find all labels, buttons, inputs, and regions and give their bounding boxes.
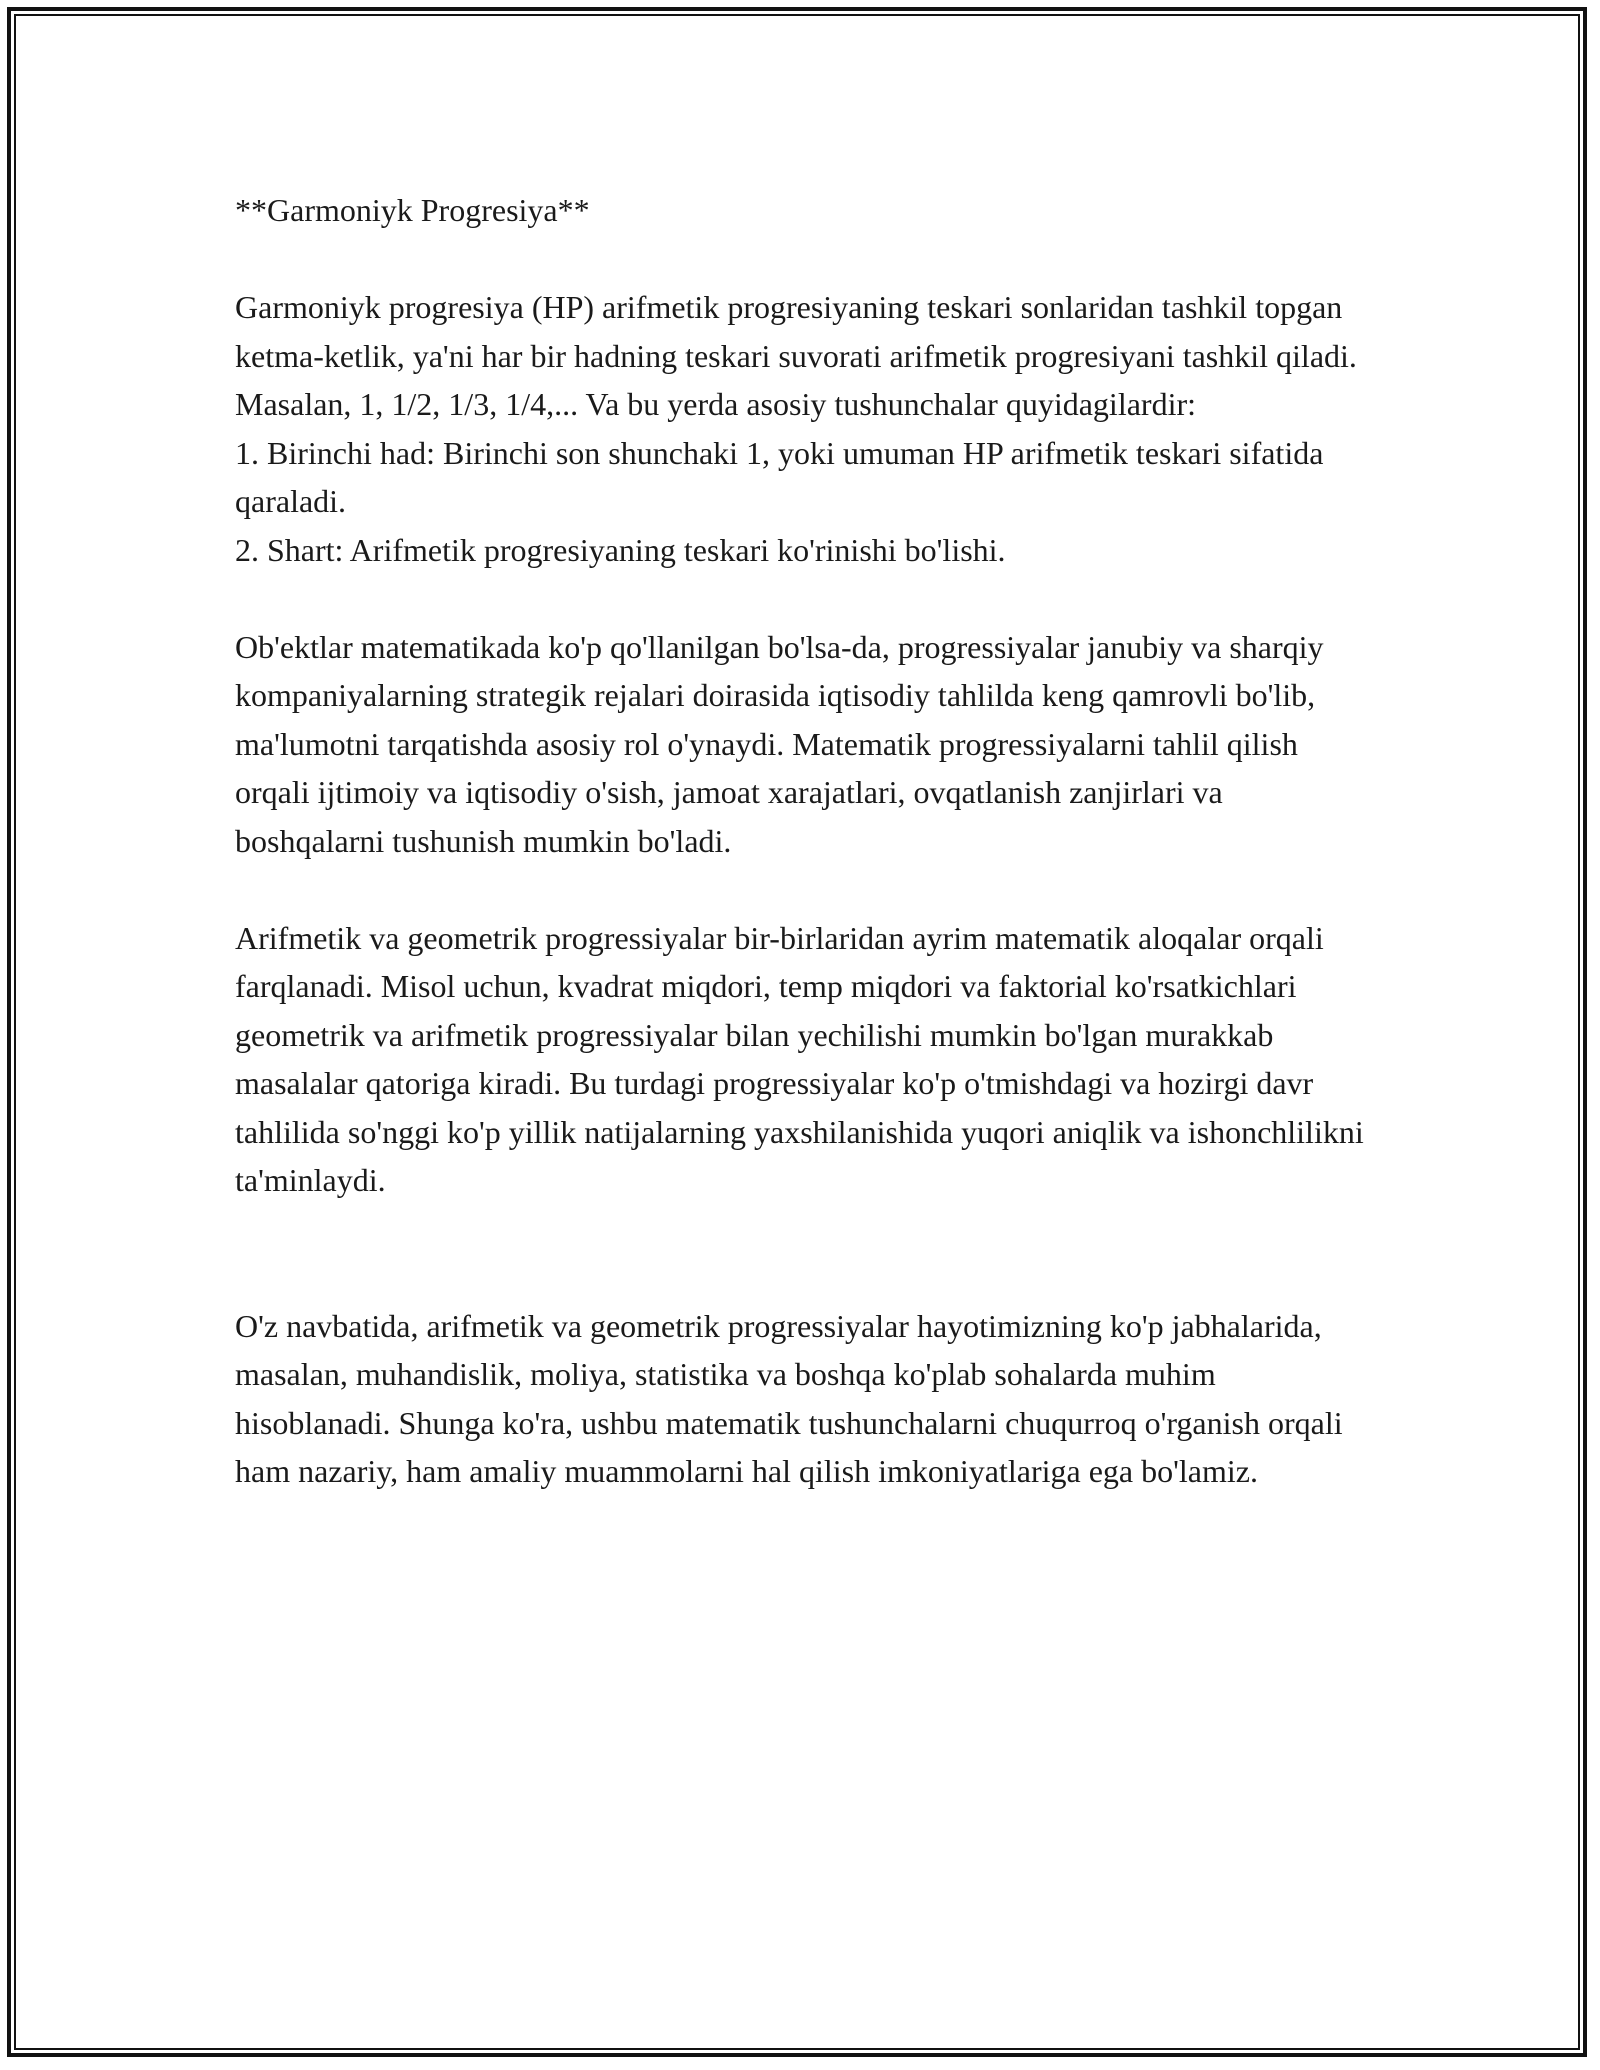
list-item-condition: 2. Shart: Arifmetik progresiyaning teskari ko'rinishi bo'lishi. xyxy=(235,531,1006,568)
paragraph-conclusion: O'z navbatida, arifmetik va geometrik progressiyalar hayotimizning ko'p jabhalarida, masalan, muhandislik, moliya, statistika va boshqa ko'plab sohalarda muhim hisoblanadi. Shunga ko'ra, ushbu matematik tushunchalarni chuqurroq o'rganish orqali ham nazariy, ham amaliy muammolarni hal qilish imkoniyatlariga ega bo'lamiz. xyxy=(235,1307,1351,1489)
spacer xyxy=(235,1205,1375,1302)
paragraph-intro: Garmoniyk progresiya (HP) arifmetik progresiyaning teskari sonlaridan tashkil topgan ketma-ketlik, ya'ni har bir hadning teskari suvorati arifmetik progresiyani tashkil qiladi. Masalan, 1, 1/2, 1/3, 1/4,... Va bu yerda asosiy tushunchalar quyidagilardir: xyxy=(235,289,1365,422)
paragraph-economics: Ob'ektlar matematikada ko'p qo'llanilgan bo'lsa-da, progressiyalar janubiy va sharqiy kompaniyalarning strategik rejalari doirasida iqtisodiy tahlilda keng qamrovli bo'lib, ma'lumotni tarqatishda asosiy rol o'ynaydi. Matematik progressiyalarni tahlil qilish orqali ijtimoiy va iqtisodiy o'sish, jamoat xarajatlari, ovqatlanish zanjirlari va boshqalarni tushunish mumkin bo'ladi. xyxy=(235,628,1332,859)
spacer xyxy=(235,235,1375,284)
document-title: **Garmoniyk Progresiya** xyxy=(235,192,590,228)
document-body xyxy=(235,186,1375,1496)
list-item-first-term: 1. Birinchi had: Birinchi son shunchaki 1, yoki umuman HP arifmetik teskari sifatida qaraladi. xyxy=(235,434,1332,519)
spacer xyxy=(235,865,1375,914)
spacer xyxy=(235,574,1375,623)
paragraph-comparison: Arifmetik va geometrik progressiyalar bir-birlaridan ayrim matematik aloqalar orqali farqlanadi. Misol uchun, kvadrat miqdori, temp miqdori va faktorial ko'rsatkichlari geometrik va arifmetik progressiyalar bilan yechilishi mumkin bo'lgan murakkab masalalar qatoriga kiradi. Bu turdagi progressiyalar ko'p o'tmishdagi va hozirgi davr tahlilida so'nggi ko'p yillik natijalarning yaxshilanishida yuqori aniqlik va ishonchlilikni ta'minlaydi. xyxy=(235,919,1372,1198)
